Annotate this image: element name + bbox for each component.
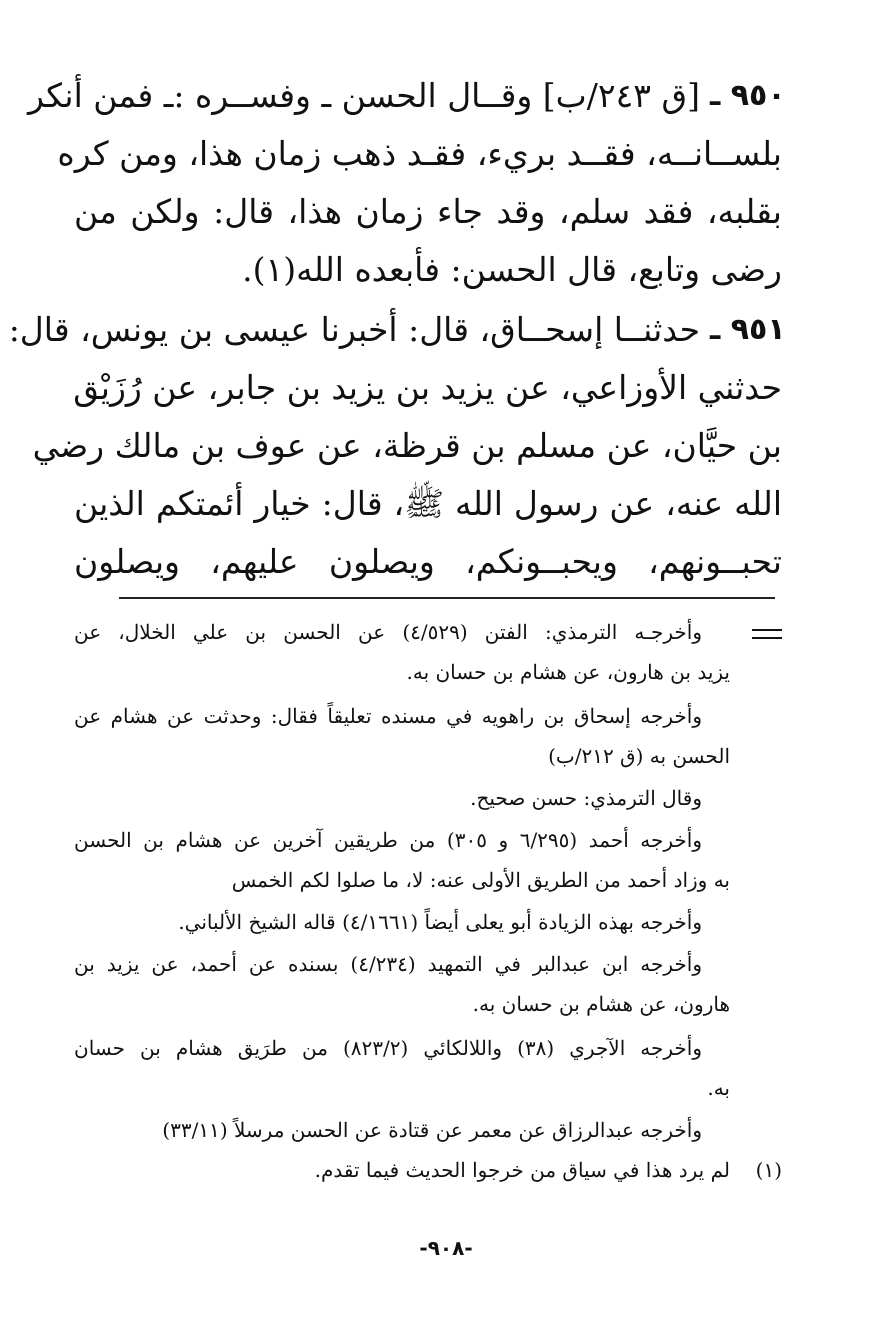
hadith-951-line-1 bbox=[0, 300, 892, 360]
footnote-line-8: وأخرجه بهذه الزيادة أبو يعلى أيضاً (٤/١٦٦١) قاله الشيخ الألباني. bbox=[178, 910, 702, 934]
footnote-line-10: هارون، عن هشام بن حسان به. bbox=[472, 992, 730, 1016]
hadith-951-line-2 bbox=[0, 358, 892, 418]
footnote-line-2: يزيد بن هارون، عن هشام بن حسان به. bbox=[406, 660, 730, 684]
hadith-number-951: ٩٥١ ـ bbox=[710, 312, 786, 347]
footnote-1-number: (١) bbox=[755, 1158, 782, 1182]
footnote-line-12: به. bbox=[707, 1076, 730, 1100]
hadith-951-line-3 bbox=[0, 416, 892, 476]
footnote-continuation-mark bbox=[752, 626, 782, 640]
footnote-1-text: لم يرد هذا في سياق من خرجوا الحديث فيما تقدم. bbox=[314, 1158, 730, 1182]
hadith-951-text-5: تحبــونهم، ويحبــونكم، ويصلون عليهم، ويصلون bbox=[74, 542, 782, 581]
hadith-950-text-4: رضى وتابع، قال الحسن: فأبعده الله(١). bbox=[242, 250, 782, 289]
footnote-line-11: وأخرجه الآجري (٣٨) واللالكائي (٨٢٣/٢) من طرَيق هشام بن حسان bbox=[74, 1036, 703, 1060]
footnote-line-1: وأخرجـه الترمذي: الفتن (٤/٥٢٩) عن الحسن بن علي الخلال، عن bbox=[74, 620, 702, 644]
hadith-number-950: ٩٥٠ ـ bbox=[710, 78, 786, 113]
hadith-950-text-3: بقلبه، فقد سلم، وقد جاء زمان هذا، قال: ولكن من bbox=[74, 192, 782, 231]
footnote-line-9: وأخرجه ابن عبدالبر في التمهيد (٤/٢٣٤) بسنده عن أحمد، عن يزيد بن bbox=[74, 952, 702, 976]
footnote-line-3: وأخرجه إسحاق بن راهويه في مسنده تعليقاً فقال: وحدثت عن هشام عن bbox=[74, 704, 702, 728]
hadith-951-text-2: حدثني الأوزاعي، عن يزيد بن يزيد بن جابر، عن رُزَيْق bbox=[73, 368, 782, 407]
hadith-950-text-1: [ق ٢٤٣/ب] وقــال الحسن ـ وفســره :ـ فمن أنكر bbox=[27, 76, 700, 115]
footnote-line-5: وقال الترمذي: حسن صحيح. bbox=[470, 786, 702, 810]
footnote-line-4: الحسن به (ق ٢١٢/ب) bbox=[548, 744, 730, 768]
hadith-950-line-1 bbox=[0, 66, 892, 126]
hadith-951-line-5 bbox=[0, 532, 892, 592]
hadith-950-text-2: بلســانــه، فقــد بريء، فقـد ذهب زمان هذا، ومن كره bbox=[57, 134, 782, 173]
footnote-separator bbox=[119, 597, 775, 599]
footnote-line-13: وأخرجه عبدالرزاق عن معمر عن قتادة عن الحسن مرسلاً (٣٣/١١) bbox=[162, 1118, 702, 1142]
hadith-950-line-3 bbox=[0, 182, 892, 242]
hadith-951-text-3: بن حيَّان، عن مسلم بن قرظة، عن عوف بن مالك رضي bbox=[32, 426, 782, 465]
hadith-950-line-2 bbox=[0, 124, 892, 184]
hadith-951-text-1: حدثنــا إسحــاق، قال: أخبرنا عيسى بن يونس، قال: bbox=[8, 310, 700, 349]
page-number: -٩٠٨- bbox=[419, 1236, 473, 1260]
footnote-line-6: وأخرجه أحمد (٦/٢٩٥ و ٣٠٥) من طريقين آخرين عن هشام بن الحسن bbox=[74, 828, 703, 852]
hadith-951-text-4: الله عنه، عن رسول الله ﷺ، قال: خيار أئمتكم الذين bbox=[74, 484, 782, 523]
hadith-951-line-4 bbox=[0, 474, 892, 534]
hadith-950-line-4 bbox=[0, 240, 892, 300]
footnote-line-7: به وزاد أحمد من الطريق الأولى عنه: لا، ما صلوا لكم الخمس bbox=[231, 868, 730, 892]
